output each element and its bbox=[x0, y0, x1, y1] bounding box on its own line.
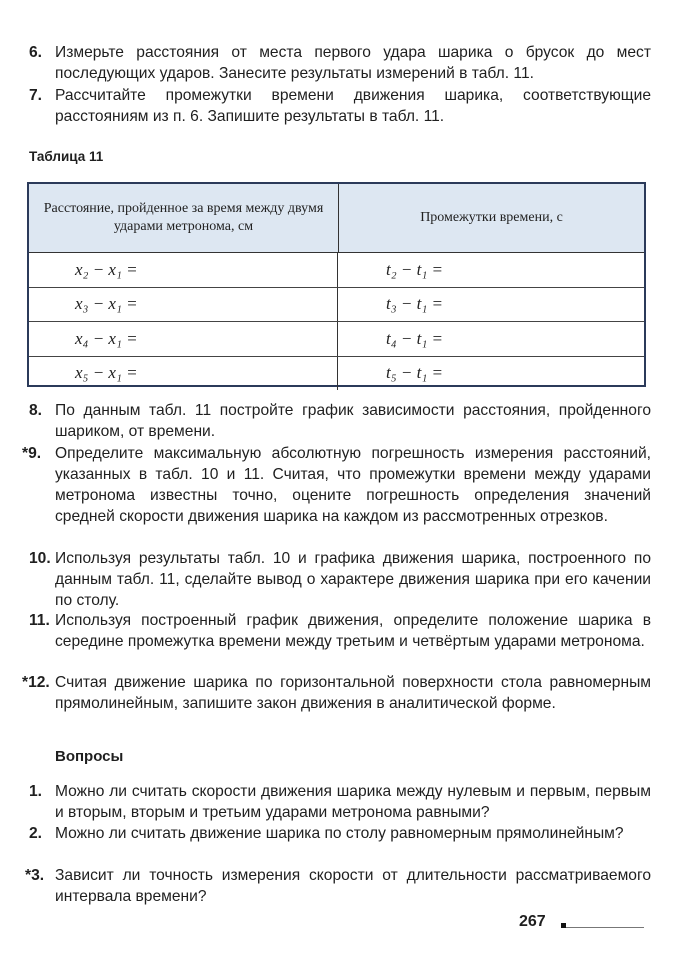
task-item-6 bbox=[29, 42, 651, 84]
data-table bbox=[27, 182, 646, 387]
header-cell-time bbox=[339, 184, 644, 252]
task-item-10 bbox=[29, 548, 651, 611]
task-item-11 bbox=[29, 610, 651, 652]
item-text: Зависит ли точность измерения скорости от длительности рассматриваемого интервала времени? bbox=[55, 867, 651, 905]
time-formula: t₂ − t₁ = bbox=[386, 259, 443, 279]
header-label: Промежутки времени, с bbox=[420, 210, 563, 225]
questions-heading: Вопросы bbox=[55, 748, 124, 765]
page-footer-rule bbox=[566, 927, 644, 928]
item-text: Можно ли считать движение шарика по столу равномерным прямолинейным? bbox=[55, 825, 624, 842]
time-formula: t₅ − t₁ = bbox=[386, 363, 443, 383]
item-number: 11. bbox=[29, 612, 50, 629]
distance-formula: x₂ − x₁ = bbox=[75, 259, 138, 279]
item-number: 2. bbox=[29, 825, 43, 842]
time-formula: t₃ − t₁ = bbox=[386, 294, 443, 314]
header-label: Расстояние, пройденное за время между двумя ударами метронома, см bbox=[43, 201, 324, 234]
item-number: *3. bbox=[25, 867, 45, 884]
question-item-3 bbox=[25, 865, 651, 907]
table-row bbox=[29, 288, 644, 323]
table-caption: Таблица 11 bbox=[29, 149, 104, 164]
task-item-7 bbox=[29, 85, 651, 127]
item-text: Измерьте расстояния от места первого удара шарика о брусок до мест последующих ударов. Занесите результаты измерений в табл. 11. bbox=[55, 44, 651, 82]
item-number: 1. bbox=[29, 783, 43, 800]
page-number: 267 bbox=[519, 913, 546, 930]
item-number: 8. bbox=[29, 402, 43, 419]
header-cell-distance bbox=[29, 184, 339, 252]
question-item-2 bbox=[29, 823, 651, 844]
item-number: *9. bbox=[22, 445, 42, 462]
task-item-12 bbox=[22, 672, 651, 714]
distance-formula: x₅ − x₁ = bbox=[75, 363, 138, 383]
table-row bbox=[29, 357, 644, 391]
item-text: Можно ли считать скорости движения шарика между нулевым и первым, первым и вторым, вторым и третьим ударами метронома равными? bbox=[55, 783, 651, 821]
question-item-1 bbox=[29, 781, 651, 823]
task-item-8 bbox=[29, 400, 651, 442]
item-number: 7. bbox=[29, 87, 43, 104]
table-row bbox=[29, 253, 644, 288]
item-text: Используя построенный график движения, определите положение шарика в середине промежутка времени между третьим и четвёртым ударами метронома. bbox=[55, 612, 651, 650]
table-header-row bbox=[29, 184, 644, 253]
task-item-9 bbox=[22, 443, 651, 527]
item-text: Определите максимальную абсолютную погрешность измерения расстояний, указанных в табл. 10 и 11. Считая, что промежутки времени между ударами метронома известны точно, оцените погрешность определения значений средней скорости движения шарика на каждом из рассмотренных отрезков. bbox=[55, 445, 651, 525]
item-number: 6. bbox=[29, 44, 43, 61]
item-number: *12. bbox=[22, 674, 50, 691]
item-number: 10. bbox=[29, 550, 51, 567]
item-text: Используя результаты табл. 10 и графика движения шарика, построенного по данным табл. 11, сделайте вывод о характере движения шарика при его качении по столу. bbox=[55, 550, 651, 609]
time-formula: t₄ − t₁ = bbox=[386, 328, 443, 348]
distance-formula: x₃ − x₁ = bbox=[75, 294, 138, 314]
item-text: По данным табл. 11 постройте график зависимости расстояния, пройденного шариком, от времени. bbox=[55, 402, 651, 440]
table-row bbox=[29, 322, 644, 357]
distance-formula: x₄ − x₁ = bbox=[75, 328, 138, 348]
item-text: Считая движение шарика по горизонтальной поверхности стола равномерным прямолинейным, запишите закон движения в аналитической форме. bbox=[55, 674, 651, 712]
item-text: Рассчитайте промежутки времени движения шарика, соответствующие расстояниям из п. 6. Запишите результаты в табл. 11. bbox=[55, 87, 651, 125]
